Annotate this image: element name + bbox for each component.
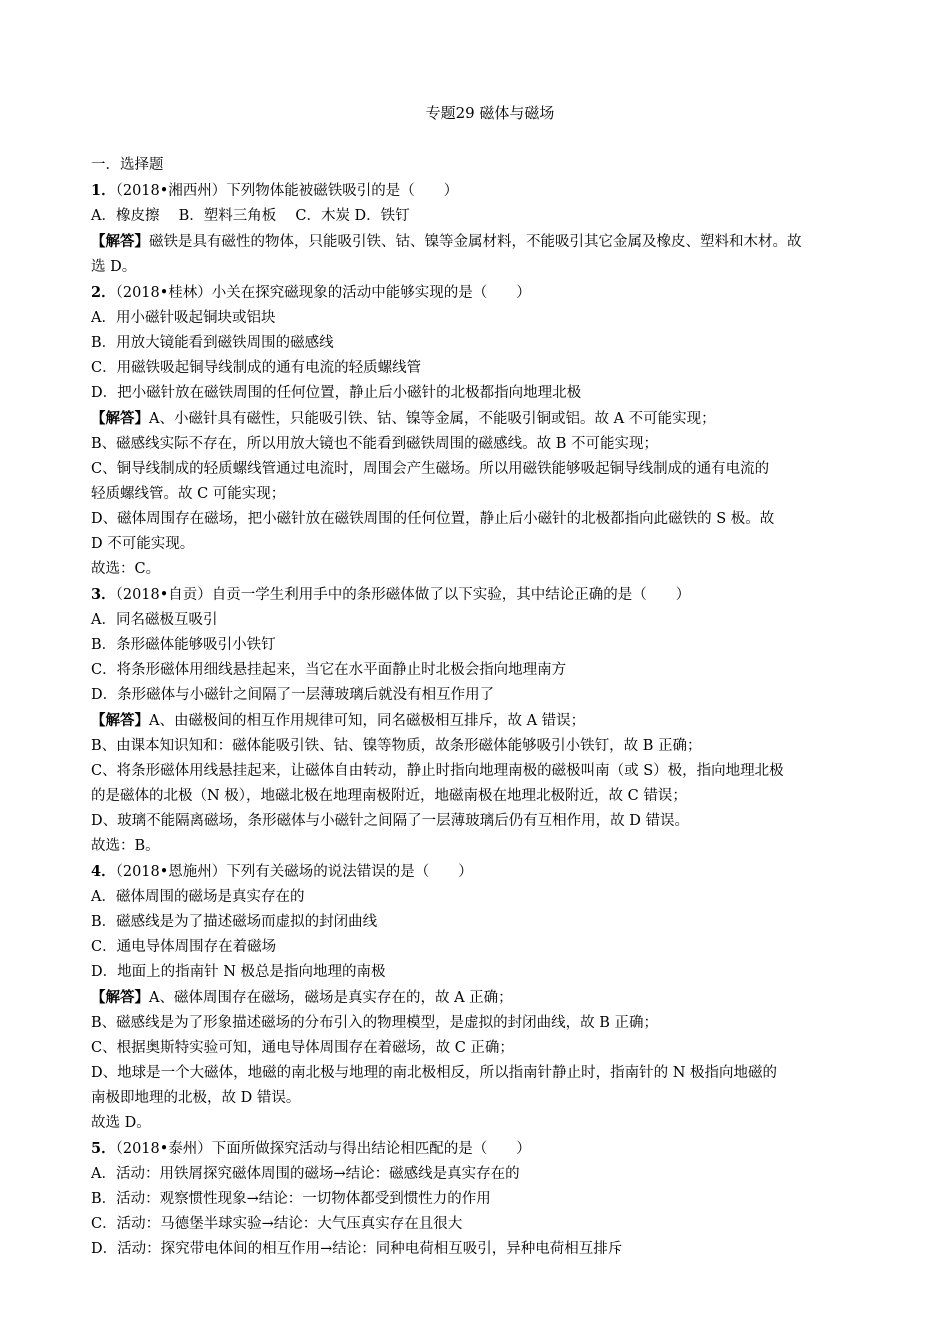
section-heading: 一．选择题 bbox=[91, 157, 164, 173]
answer-tag: 【解答】 bbox=[91, 233, 149, 250]
answer-1-line-2: 选 D。 bbox=[91, 259, 137, 275]
question-2-option-b: B．用放大镜能看到磁铁周围的磁感线 bbox=[91, 335, 334, 351]
question-5-option-c: C．活动：马德堡半球实验→结论：大气压真实存在且很大 bbox=[91, 1216, 463, 1232]
question-2-option-c: C．用磁铁吸起铜导线制成的通有电流的轻质螺线管 bbox=[91, 360, 422, 376]
page-title: 专题29 磁体与磁场 bbox=[425, 104, 555, 122]
question-2-option-d: D．把小磁针放在磁铁周围的任何位置，静止后小磁针的北极都指向地理北极 bbox=[91, 385, 582, 401]
question-4-option-c: C．通电导体周围存在着磁场 bbox=[91, 939, 277, 955]
question-5-option-d: D．活动：探究带电体间的相互作用→结论：同种电荷相互吸引，异种电荷相互排斥 bbox=[91, 1241, 623, 1257]
question-number: 2． bbox=[91, 284, 116, 301]
answer-4-d-line-1: D、地球是一个大磁体，地磁的南北极与地理的南北极相反，所以指南针静止时，指南针的 N 极指向地磁的 bbox=[91, 1065, 778, 1081]
question-number: 3． bbox=[91, 586, 116, 603]
question-3-option-c: C．将条形磁体用细线悬挂起来，当它在水平面静止时北极会指向地理南方 bbox=[91, 662, 567, 678]
question-2-stem: 2．（2018•桂林）小关在探究磁现象的活动中能够实现的是（ ） bbox=[91, 284, 531, 301]
answer-tag: 【解答】 bbox=[91, 989, 149, 1006]
question-3-stem: 3．（2018•自贡）自贡一学生利用手中的条形磁体做了以下实验，其中结论正确的是（ ） bbox=[91, 586, 691, 603]
answer-tag: 【解答】 bbox=[91, 712, 149, 729]
answer-2-d-line-2: D 不可能实现。 bbox=[91, 536, 195, 552]
question-number: 1． bbox=[91, 182, 116, 199]
question-3-option-b: B．条形磁体能够吸引小铁钉 bbox=[91, 637, 276, 653]
answer-3-b: B、由课本知识知和：磁体能吸引铁、钴、镍等物质，故条形磁体能够吸引小铁钉，故 B 正确； bbox=[91, 738, 702, 754]
question-1-stem: 1．（2018•湘西州）下列物体能被磁铁吸引的是（ ） bbox=[91, 182, 459, 199]
answer-3-a: 【解答】A、由磁极间的相互作用规律可知，同名磁极相互排斥，故 A 错误； bbox=[91, 712, 586, 729]
answer-2-a: 【解答】A、小磁针具有磁性，只能吸引铁、钴、镍等金属，不能吸引铜或铝。故 A 不可能实现； bbox=[91, 410, 716, 427]
question-5-stem: 5．（2018•泰州）下面所做探究活动与得出结论相匹配的是（ ） bbox=[91, 1140, 531, 1157]
answer-4-conclusion: 故选 D。 bbox=[91, 1115, 151, 1131]
answer-2-conclusion: 故选：C。 bbox=[91, 561, 161, 577]
question-1-options: A．橡皮擦 B．塑料三角板 C．木炭 D．铁钉 bbox=[91, 208, 410, 224]
question-4-option-d: D．地面上的指南针 N 极总是指向地理的南极 bbox=[91, 964, 386, 980]
answer-2-c-line-1: C、铜导线制成的轻质螺线管通过电流时，周围会产生磁场。所以用磁铁能够吸起铜导线制成的通有电流的 bbox=[91, 461, 770, 477]
answer-2-c-line-2: 轻质螺线管。故 C 可能实现； bbox=[91, 486, 286, 502]
answer-3-c-line-2: 的是磁体的北极（N 极），地磁北极在地理南极附近，地磁南极在地理北极附近，故 C 错误； bbox=[91, 788, 687, 804]
answer-3-c-line-1: C、将条形磁体用线悬挂起来，让磁体自由转动，静止时指向地理南极的磁极叫南（或 S）极，指向地理北极 bbox=[91, 763, 784, 779]
answer-4-d-line-2: 南极即地理的北极，故 D 错误。 bbox=[91, 1090, 301, 1106]
answer-4-c: C、根据奥斯特实验可知，通电导体周围存在着磁场，故 C 正确； bbox=[91, 1040, 514, 1056]
document-page bbox=[91, 103, 871, 1262]
answer-tag: 【解答】 bbox=[91, 410, 149, 427]
question-4-option-b: B．磁感线是为了描述磁场而虚拟的封闭曲线 bbox=[91, 914, 378, 930]
answer-4-a: 【解答】A、磁体周围存在磁场，磁场是真实存在的，故 A 正确； bbox=[91, 989, 513, 1006]
question-3-option-a: A．同名磁极互吸引 bbox=[91, 612, 218, 628]
answer-1-line-1: 【解答】磁铁是具有磁性的物体，只能吸引铁、钴、镍等金属材料，不能吸引其它金属及橡皮、塑料和木材。故 bbox=[91, 233, 802, 250]
answer-2-d-line-1: D、磁体周围存在磁场，把小磁针放在磁铁周围的任何位置，静止后小磁针的北极都指向此磁铁的 S 极。故 bbox=[91, 511, 775, 527]
question-5-option-a: A．活动：用铁屑探究磁体周围的磁场→结论：磁感线是真实存在的 bbox=[91, 1166, 520, 1182]
question-number: 5． bbox=[91, 1140, 116, 1157]
question-3-option-d: D．条形磁体与小磁针之间隔了一层薄玻璃后就没有相互作用了 bbox=[91, 687, 495, 703]
answer-4-b: B、磁感线是为了形象描述磁场的分布引入的物理模型，是虚拟的封闭曲线，故 B 正确； bbox=[91, 1015, 659, 1031]
answer-3-d: D、玻璃不能隔离磁场，条形磁体与小磁针之间隔了一层薄玻璃后仍有互相作用，故 D 错误。 bbox=[91, 813, 689, 829]
answer-3-conclusion: 故选：B。 bbox=[91, 838, 160, 854]
question-4-stem: 4．（2018•恩施州）下列有关磁场的说法错误的是（ ） bbox=[91, 863, 473, 880]
question-2-option-a: A．用小磁针吸起铜块或铝块 bbox=[91, 310, 276, 326]
question-5-option-b: B．活动：观察惯性现象→结论：一切物体都受到惯性力的作用 bbox=[91, 1191, 491, 1207]
answer-2-b: B、磁感线实际不存在，所以用放大镜也不能看到磁铁周围的磁感线。故 B 不可能实现； bbox=[91, 436, 659, 452]
question-4-option-a: A．磁体周围的磁场是真实存在的 bbox=[91, 889, 305, 905]
question-number: 4． bbox=[91, 863, 116, 880]
